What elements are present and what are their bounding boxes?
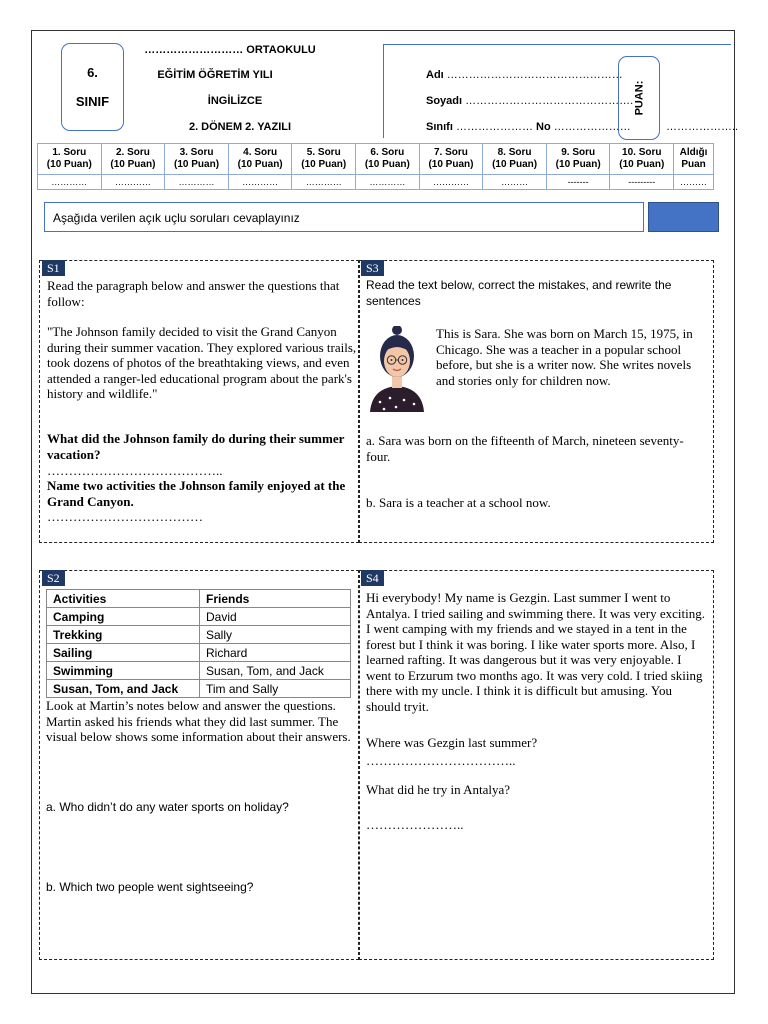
score-blank-cell[interactable]: ………: [674, 175, 714, 190]
activities-table: [46, 589, 351, 698]
s1-intro: Read the paragraph below and answer the questions that follow:: [47, 278, 340, 309]
surname-field[interactable]: ……………………………………….: [465, 95, 634, 107]
s2-question-a: a. Who didn’t do any water sports on holiday?: [46, 800, 289, 814]
score-table-header-row: [38, 144, 714, 175]
school-name: ……………………… ORTAOKULU: [144, 44, 316, 56]
score-header-line-2: (10 Puan): [555, 159, 601, 170]
s1-answer-2-line[interactable]: ………………………………: [47, 509, 203, 524]
activities-table-row: [47, 680, 351, 698]
score-header-line-1: 4. Soru: [243, 147, 278, 158]
sara-avatar-icon: [366, 326, 428, 412]
score-blank-cell[interactable]: …………: [38, 175, 102, 190]
score-header-cell: [228, 144, 292, 175]
activities-table-row: [47, 644, 351, 662]
score-header-line-2: (10 Puan): [428, 159, 474, 170]
score-header-line-1: 6. Soru: [370, 147, 405, 158]
activity-cell: Swimming: [47, 662, 200, 680]
grade-label: SINIF: [75, 94, 110, 109]
s3-intro: Read the text below, correct the mistakes, and rewrite the sentences: [366, 278, 672, 308]
score-blank-cell[interactable]: …………: [165, 175, 229, 190]
score-header-line-2: (10 Puan): [492, 159, 538, 170]
score-header-line-1: 8. Soru: [497, 147, 532, 158]
name-label: Adı: [426, 69, 444, 81]
s3-question-b: b. Sara is a teacher at a school now.: [366, 495, 551, 510]
activities-header-cell: Activities: [47, 590, 200, 608]
name-field[interactable]: …………………………………………: [446, 69, 623, 81]
surname-row: [426, 95, 633, 107]
s3-question-a: a. Sara was born on the fifteenth of March, nineteen seventy-four.: [366, 433, 684, 464]
score-header-line-1: 9. Soru: [561, 147, 596, 158]
score-label-wrap: [618, 56, 660, 140]
score-header-line-2: (10 Puan): [110, 159, 156, 170]
name-row: [426, 69, 623, 81]
grade-box: [61, 43, 124, 131]
number-field[interactable]: …………………: [553, 121, 631, 133]
score-header-cell: [483, 144, 547, 175]
instructions-accent-block: [648, 202, 719, 232]
instructions-box: Aşağıda verilen açık uçlu soruları cevaplayınız: [44, 202, 644, 232]
grade-number: 6.: [87, 65, 98, 80]
activities-table-row: [47, 662, 351, 680]
question-tag-s4: S4: [361, 570, 384, 586]
score-header-line-1: Aldığı: [679, 147, 708, 158]
score-header-line-2: (10 Puan): [46, 159, 92, 170]
s2-question-b: b. Which two people went sightseeing?: [46, 880, 254, 894]
s3-text: This is Sara. She was born on March 15, 1975, in Chicago. She was a teacher in a popular school before, but she is a writer now. She writes novels and stories only for children now.: [436, 326, 693, 388]
friend-cell: David: [200, 608, 351, 626]
score-header-line-1: 10. Soru: [622, 147, 662, 158]
score-header-cell: [419, 144, 483, 175]
activities-table-row: [47, 626, 351, 644]
subject-title: İNGİLİZCE: [207, 95, 263, 107]
friend-cell: Richard: [200, 644, 351, 662]
info-border-top: [383, 44, 731, 45]
score-header-line-1: 1. Soru: [52, 147, 87, 158]
academic-year: EĞİTİM ÖĞRETİM YILI: [157, 69, 273, 81]
score-header-cell: [356, 144, 420, 175]
score-blank-cell[interactable]: …………: [419, 175, 483, 190]
score-header-cell: [674, 144, 714, 175]
score-header-line-2: Puan: [681, 159, 706, 170]
score-header-cell: [610, 144, 674, 175]
friend-cell: Sally: [200, 626, 351, 644]
info-border-left: [383, 44, 384, 138]
score-header-line-2: (10 Puan): [237, 159, 283, 170]
friends-header-cell: Friends: [200, 590, 351, 608]
s4-answer-2-line[interactable]: …………………..: [366, 817, 464, 832]
score-header-line-2: (10 Puan): [619, 159, 665, 170]
activity-cell: Camping: [47, 608, 200, 626]
score-blank-cell[interactable]: …………: [292, 175, 356, 190]
class-row: [426, 121, 631, 133]
score-blank-cell[interactable]: …………: [228, 175, 292, 190]
s2-intro: Look at Martin’s notes below and answer the questions. Martin asked his friends what they did last summer. The visual below shows some information about their answers.: [46, 698, 351, 744]
activities-table-row: [47, 608, 351, 626]
activities-table-header: [47, 590, 351, 608]
activity-cell: Susan, Tom, and Jack: [47, 680, 200, 698]
score-table: [37, 143, 714, 190]
class-label: Sınıfı: [426, 121, 453, 133]
score-header-line-1: 7. Soru: [434, 147, 468, 158]
s1-question-2: Name two activities the Johnson family enjoyed at the Grand Canyon.: [47, 478, 346, 509]
score-label: PUAN:: [633, 80, 645, 116]
score-header-cell: [165, 144, 229, 175]
score-blank-cell[interactable]: …………: [101, 175, 165, 190]
class-field[interactable]: …………………: [455, 121, 533, 133]
score-header-cell: [546, 144, 610, 175]
s4-question-2: What did he try in Antalya?: [366, 782, 511, 797]
score-field[interactable]: ………………..: [666, 121, 739, 133]
activity-cell: Trekking: [47, 626, 200, 644]
score-blank-cell[interactable]: ---------: [610, 175, 674, 190]
score-header-line-1: 5. Soru: [306, 147, 341, 158]
score-header-cell: [38, 144, 102, 175]
question-tag-s3: S3: [361, 260, 384, 276]
score-header-line-2: (10 Puan): [364, 159, 410, 170]
activity-cell: Sailing: [47, 644, 200, 662]
exam-title: 2. DÖNEM 2. YAZILI: [188, 121, 292, 133]
s4-text: Hi everybody! My name is Gezgin. Last summer I went to Antalya. I tried sailing and swimming there. It was very exciting. I went camping with my friends and we stayed in a tent in the forest but I think it was boring. I like water sports more. Also, I learned rafting. It was dangerous but it was very enjoyable. I went to Erzurum two months ago. It was very cold. I tried skiing there with my uncle. I think it is difficult but amusing. You should tryit.: [366, 590, 705, 714]
score-header-line-1: 2. Soru: [115, 147, 150, 158]
score-header-line-1: 3. Soru: [179, 147, 214, 158]
question-tag-s1: S1: [42, 260, 65, 276]
s1-paragraph: "The Johnson family decided to visit the Grand Canyon during their summer vacation. They explored various trails, took dozens of photos of the breathtaking views, and even attended a ranger-led educational program about the park's history and wildlife.": [47, 324, 357, 401]
friend-cell: Tim and Sally: [200, 680, 351, 698]
s4-question-1: Where was Gezgin last summer?: [366, 735, 538, 750]
s1-question-1: What did the Johnson family do during their summer vacation?: [47, 431, 345, 462]
score-blank-cell[interactable]: ………: [483, 175, 547, 190]
score-header-line-2: (10 Puan): [301, 159, 347, 170]
score-table-blank-row: [38, 175, 714, 190]
score-header-cell: [292, 144, 356, 175]
score-blank-cell[interactable]: -------: [546, 175, 610, 190]
s4-answer-1-line[interactable]: ……………………………..: [366, 753, 516, 768]
score-header-cell: [101, 144, 165, 175]
score-blank-cell[interactable]: …………: [356, 175, 420, 190]
s1-answer-1-line[interactable]: …………………………………..: [47, 463, 223, 478]
friend-cell: Susan, Tom, and Jack: [200, 662, 351, 680]
score-header-line-2: (10 Puan): [174, 159, 220, 170]
surname-label: Soyadı: [426, 95, 463, 107]
number-label: No: [536, 121, 551, 133]
question-tag-s2: S2: [42, 570, 65, 586]
